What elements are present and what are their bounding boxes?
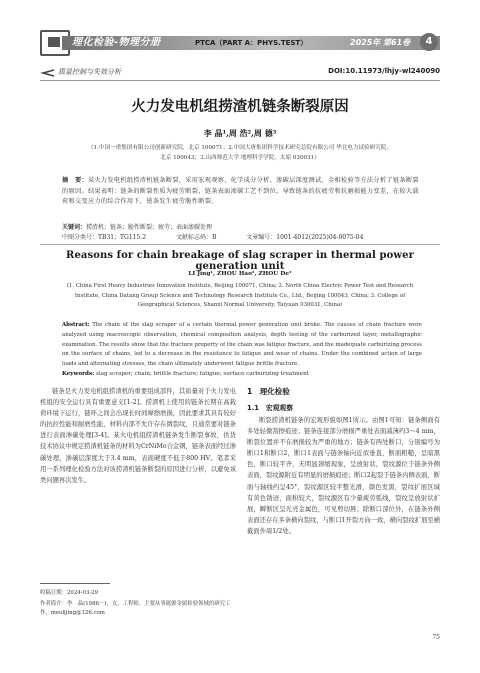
en-affiliation-line: (1. China First Heavy Industries Innovation Institute, Beijing 100071, China; 2. North China Electric Power Test and Research: [66, 283, 414, 289]
section-heading: 1 理化检验: [247, 387, 290, 396]
cn-keywords-label: 关键词：: [62, 224, 87, 231]
cn-affiliation-line: （1.中国一重集团有限公司创新研究院，北京 100071；2.中国大唐集团科学技术研究总院有限公司 华北电力试验研究院，: [87, 145, 393, 151]
en-abstract: [62, 321, 422, 370]
en-authors: LI Jing¹, ZHOU Hao², ZHOU De³: [188, 271, 292, 277]
doi: DOI:10.11973/lhjy-wl240090: [328, 67, 440, 75]
author-bio: 作者简介：李 晶(1986－)，女，工程师，主要从事能源金属检验领域的研究工作，meolijing@126.com: [40, 601, 231, 616]
header-divider: [40, 80, 440, 81]
cn-keywords-text: 捞渣机；链条；脆性断裂；疲劳；表面渗碳处理: [86, 224, 213, 231]
front-matter-divider: [40, 244, 440, 245]
en-keywords-text: slag scraper; chain; brittle fracture; fatigue; surface carburizing treatment: [95, 371, 309, 377]
cn-title: 火力发电机组捞渣机链条断裂原因: [131, 99, 349, 115]
clc-number: 中图分类号：TB31；TG115.2: [62, 234, 147, 241]
en-affiliation-line: Institute, China Datang Group Science and Technology Research Institute Co., Ltd., Beijing 100043, China; 3. College of: [74, 292, 406, 299]
cn-abstract: [62, 176, 422, 208]
cn-abstract-label: 摘 要：: [62, 177, 88, 184]
cn-abstract-text: 某火力发电机组捞渣机链条断裂，采用宏观观察、化学成分分析、渗碳层深度测试、金相检验等方法分析了链条断裂的原因。结果表明：链条的断裂性质为疲劳断裂，链条表面渗碳工艺不到位，导致链条的抗疲劳和抗磨损能力变差，在较大载荷和交变应力的综合作用下，链条发生疲劳脆性断裂。: [62, 177, 419, 205]
en-affiliation-line: Geographical Sciences, Shanxi Normal University, Taiyuan 030031, China): [137, 302, 343, 308]
en-title: Reasons for chain breakage of slag scraper in thermal power generation unit: [66, 250, 414, 272]
issue-number-badge: 4: [420, 33, 438, 51]
cn-affiliation-line: 北京 100043；3.山西师范大学 地理科学学院，太原 030031）: [160, 155, 320, 161]
journal-name: 理化检验-物理分册: [72, 37, 161, 48]
cn-authors: 李 晶¹,周 浩²,周 德³: [203, 128, 277, 138]
issue-label: 2025年 第61卷: [350, 38, 411, 47]
journal-series: PTCA（PART A：PHYS.TEST）: [195, 39, 308, 47]
en-keywords: [62, 371, 422, 377]
en-affiliation: [60, 282, 420, 311]
received-date: 收稿日期：2024-03-29: [40, 590, 99, 596]
footnote-rule: [40, 583, 110, 584]
article-number: 文章编号：1001-4012(2025)04-0075-04: [246, 234, 364, 241]
section-chevron-icon: [40, 69, 56, 77]
intro-paragraph: 链条是火力发电机组捞渣机的重要组成部件，其质量对于火力发电机组的安全运行具有重要意义[1-2]。捞渣机上使用的链条长期在高载荷环境下运行，链环之间会出现长时间摩擦磨损，因此要求其具有较好的抗拉性能和耐磨性能，材料内部不允许存在微裂纹，且通常要对链条进行表面渗碳处理[3-4]。某火电机组捞渣机链条发生断裂事故，供货技术协议中规定捞渣机链条的材料为CrNiMo合金钢，链条表面经过渗碳处理，渗碳层深度大于3.4 mm，表面硬度不低于800 HV。笔者采用一系列理化检验方法对该捞渣机链条断裂的原因进行分析，以避免该类问题再次发生。: [40, 388, 236, 484]
subsection-heading: 1.1 宏观观察: [247, 404, 294, 412]
cn-classification: [62, 232, 422, 241]
en-abstract-text: The chain of the slag scraper of a certain thermal power generation unit broke. The causes of chain fracture were analyzed using macroscopic observation, chemical composition analysis, depth testing of the carburized layer, metallographic examination. The results show that the fracture property of the chain was fatigue fracture, and the inadequate carburizing process on the surface of chains, led to a decrease in the resistance to fatigue and wear of chains. Under the combined action of large loads and alternating stresses, the chain ultimately underwent fatigue brittle fracture.: [62, 322, 423, 368]
section-tag: 质量控制与失效分析: [58, 68, 121, 76]
page-number: 75: [432, 634, 440, 641]
en-abstract-label: Abstract:: [62, 322, 90, 328]
cn-keywords: [62, 222, 422, 231]
en-keywords-label: Keywords:: [62, 371, 95, 377]
document-code: 文献标志码：B: [175, 234, 217, 241]
cn-affiliation: [55, 143, 425, 163]
macro-observation-paragraph: 断裂捞渣机链条的宏观形貌如图1所示。由图1可知：链条侧面有多处轻微刮擦痕迹；链条连接部分磨损严重处表面减薄约3～4 mm，断裂位置并不在磨损较为严重的地方；链条有两处断口，分别编号为断口1和断口2，断口1表面与链条轴向近似垂直，断面粗糙，呈暗黑色，断口较平齐，无明显颈缩现象，呈放射状，裂纹源位于链条外侧表面，裂纹源附近有明显的磨损痕迹；断口2起裂于链条内侧表面，断面与轴线约呈45°，裂纹源区较平整光滑，颜色发黑，裂纹扩展区域有黄色锈迹，面积较大，裂纹源区有少量疲劳弧线，裂纹呈放射状扩展，瞬断区呈光亮金属色，可见剪切唇；除断口部位外，在链条外侧表面还存在多条横向裂纹，与断口1开裂方向一致，横向裂纹扩展至横截面外周1/2处。: [247, 417, 440, 535]
